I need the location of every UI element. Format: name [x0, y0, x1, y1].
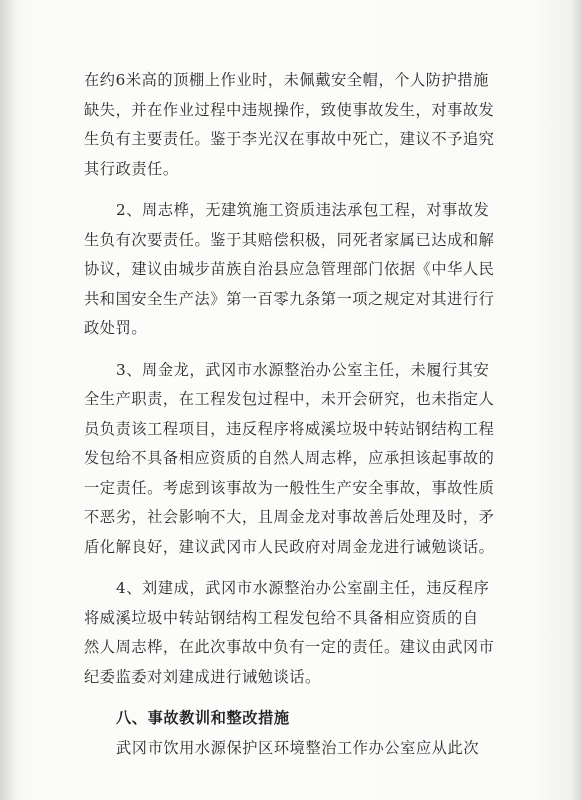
text-line: 纪委监委对刘建成进行诫勉谈话。 — [84, 667, 321, 686]
page-binding-shadow — [0, 0, 18, 800]
paragraph-zhou-zhihua — [84, 196, 494, 344]
paragraph-li-guanghan — [84, 66, 494, 184]
paragraph-gap — [84, 344, 494, 356]
text-line: 将威溪垃圾中转站钢结构工程发包给不具备相应资质的自 — [84, 608, 479, 627]
paragraph-zhou-jinlong — [84, 356, 494, 563]
text-line: 共和国安全生产法》第一百零九条第一项之规定对其进行行 — [84, 289, 495, 308]
text-line: 其行政责任。 — [84, 159, 179, 178]
paragraph-liu-jiancheng — [84, 574, 494, 692]
text-line: 然人周志桦，在此次事故中负有一定的责任。建议由武冈市 — [84, 638, 495, 656]
section-heading: 八、事故教训和整改措施 — [116, 709, 290, 727]
text-line: 在约6米高的顶棚上作业时，未佩戴安全帽，个人防护措施 — [84, 71, 489, 89]
text-line: 盾化解良好，建议武冈市人民政府对周金龙进行诫勉谈话。 — [84, 537, 495, 556]
paragraph-gap — [84, 562, 494, 574]
text-line: 不恶劣，社会影响不大，且周金龙对事故善后处理及时，矛 — [84, 508, 495, 526]
text-line: 发包给不具备相应资质的自然人周志桦，应承担该起事故的 — [84, 449, 495, 467]
text-line: 协议，建议由城步苗族自治县应急管理部门依据《中华人民 — [84, 260, 495, 278]
text-line: 武冈市饮用水源保护区环境整治工作办公室应从此次 — [116, 738, 480, 757]
text-line: 缺失，并在作业过程中违规操作，致使事故发生，对事故发 — [84, 100, 495, 119]
document-body — [84, 66, 494, 763]
text-line: 全生产职责，在工程发包过程中，未开会研究，也未指定人 — [84, 390, 495, 408]
page-edge-shadow — [571, 0, 581, 800]
paragraph-gap — [84, 692, 494, 704]
text-line: 政处罚。 — [84, 319, 148, 337]
text-line: 生负有次要责任。鉴于其赔偿积极，同死者家属已达成和解 — [84, 230, 495, 249]
paragraph-gap — [84, 184, 494, 196]
text-line: 3、周金龙，武冈市水源整治办公室主任，未履行其安 — [116, 360, 490, 379]
text-line: 2、周志桦，无建筑施工资质违法承包工程，对事故发 — [116, 201, 490, 219]
text-line: 4、刘建成，武冈市水源整治办公室副主任，违反程序 — [116, 579, 490, 597]
text-line: 一定责任。考虑到该事故为一般性生产安全事故，事故性质 — [84, 478, 495, 497]
text-line: 员负责该工程项目，违反程序将威溪垃圾中转站钢结构工程 — [84, 419, 495, 438]
text-line: 生负有主要责任。鉴于李光汉在事故中死亡，建议不予追究 — [84, 130, 495, 148]
